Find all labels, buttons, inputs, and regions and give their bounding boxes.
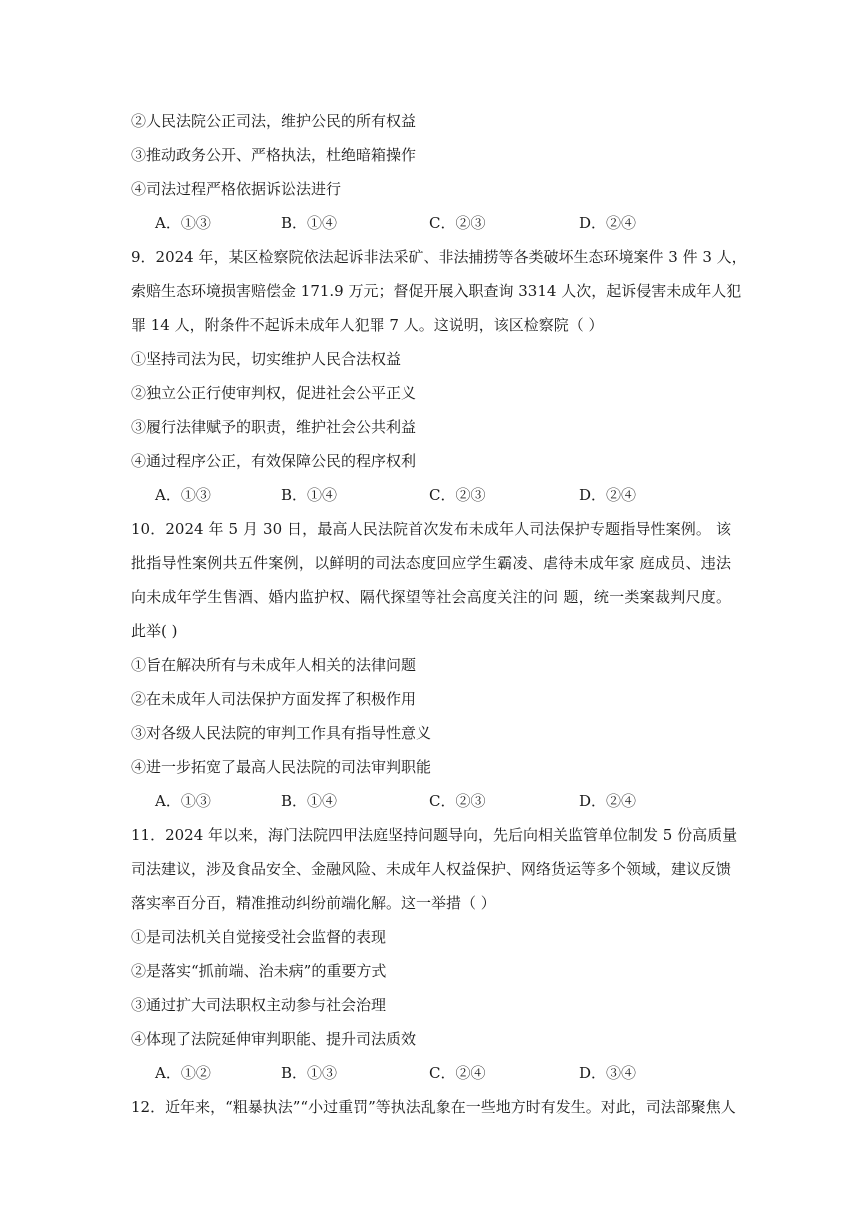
q8-option-d: D．②④ (579, 214, 637, 232)
q10-stem-line-3: 向未成年学生售酒、婚内监护权、隔代探望等社会高度关注的问 题，统一类案裁判尺度。 (131, 588, 731, 606)
q9-item-3: ③履行法律赋予的职责，维护社会公共利益 (131, 418, 417, 436)
q11-item-1: ①是司法机关自觉接受社会监督的表现 (131, 928, 387, 946)
q11-option-b: B．①③ (281, 1064, 338, 1082)
q9-option-b: B．①④ (281, 486, 338, 504)
q10-stem-line-4: 此举( ) (131, 622, 178, 640)
q11-stem-line-1: 11．2024 年以来，海门法院四甲法庭坚持问题导向，先后向相关监管单位制发 5 份高质量 (131, 826, 738, 844)
q11-stem-line-2: 司法建议，涉及食品安全、金融风险、未成年人权益保护、网络货运等多个领域，建议反馈 (131, 860, 732, 878)
q8-item-2: ②人民法院公正司法，维护公民的所有权益 (131, 112, 417, 130)
q10-item-3: ③对各级人民法院的审判工作具有指导性意义 (131, 724, 432, 742)
q10-option-d: D．②④ (579, 792, 637, 810)
q10-options (155, 791, 655, 811)
q10-stem-line-2: 批指导性案例共五件案例，以鲜明的司法态度回应学生霸凌、虐待未成年家 庭成员、违法 (131, 554, 731, 572)
q11-item-2: ②是落实“抓前端、治未病”的重要方式 (131, 962, 387, 980)
q11-options (155, 1063, 655, 1083)
q10-item-2: ②在未成年人司法保护方面发挥了积极作用 (131, 690, 417, 708)
q11-option-d: D．③④ (579, 1064, 637, 1082)
q9-options (155, 485, 655, 505)
q9-stem-line-2: 索赔生态环境损害赔偿金 171.9 万元；督促开展入职查询 3314 人次，起诉侵害未成年人犯 (131, 282, 742, 300)
q8-option-a: A．①③ (155, 214, 211, 232)
q9-stem-line-1: 9．2024 年，某区检察院依法起诉非法采矿、非法捕捞等各类破坏生态环境案件 3 件 3 人， (131, 248, 747, 266)
q11-item-3: ③通过扩大司法职权主动参与社会治理 (131, 996, 387, 1014)
q9-item-2: ②独立公正行使审判权，促进社会公平正义 (131, 384, 417, 402)
q9-option-a: A．①③ (155, 486, 211, 504)
q9-option-d: D．②④ (579, 486, 637, 504)
q8-options (155, 213, 655, 233)
q10-stem-line-1: 10．2024 年 5 月 30 日，最高人民法院首次发布未成年人司法保护专题指导性案例。 该 (131, 520, 731, 538)
q9-item-1: ①坚持司法为民，切实维护人民合法权益 (131, 350, 402, 368)
q12-stem-line-1: 12．近年来，“粗暴执法”“小过重罚”等执法乱象在一些地方时有发生。对此，司法部聚焦人 (131, 1098, 736, 1116)
q8-item-3: ③推动政务公开、严格执法，杜绝暗箱操作 (131, 146, 417, 164)
q9-item-4: ④通过程序公正，有效保障公民的程序权利 (131, 452, 417, 470)
q10-option-a: A．①③ (155, 792, 211, 810)
q10-item-1: ①旨在解决所有与未成年人相关的法律问题 (131, 656, 417, 674)
q11-option-c: C．②④ (429, 1064, 486, 1082)
q9-stem-line-3: 罪 14 人，附条件不起诉未成年人犯罪 7 人。这说明，该区检察院（ ） (131, 316, 604, 334)
q11-option-a: A．①② (155, 1064, 211, 1082)
q10-item-4: ④进一步拓宽了最高人民法院的司法审判职能 (131, 758, 432, 776)
q10-option-c: C．②③ (429, 792, 486, 810)
q8-item-4: ④司法过程严格依据诉讼法进行 (131, 180, 342, 198)
q10-option-b: B．①④ (281, 792, 338, 810)
q11-stem-line-3: 落实率百分百，精准推动纠纷前端化解。这一举措（ ） (131, 894, 496, 912)
q8-option-b: B．①④ (281, 214, 338, 232)
q8-option-c: C．②③ (429, 214, 486, 232)
q11-item-4: ④体现了法院延伸审判职能、提升司法质效 (131, 1030, 417, 1048)
q9-option-c: C．②③ (429, 486, 486, 504)
